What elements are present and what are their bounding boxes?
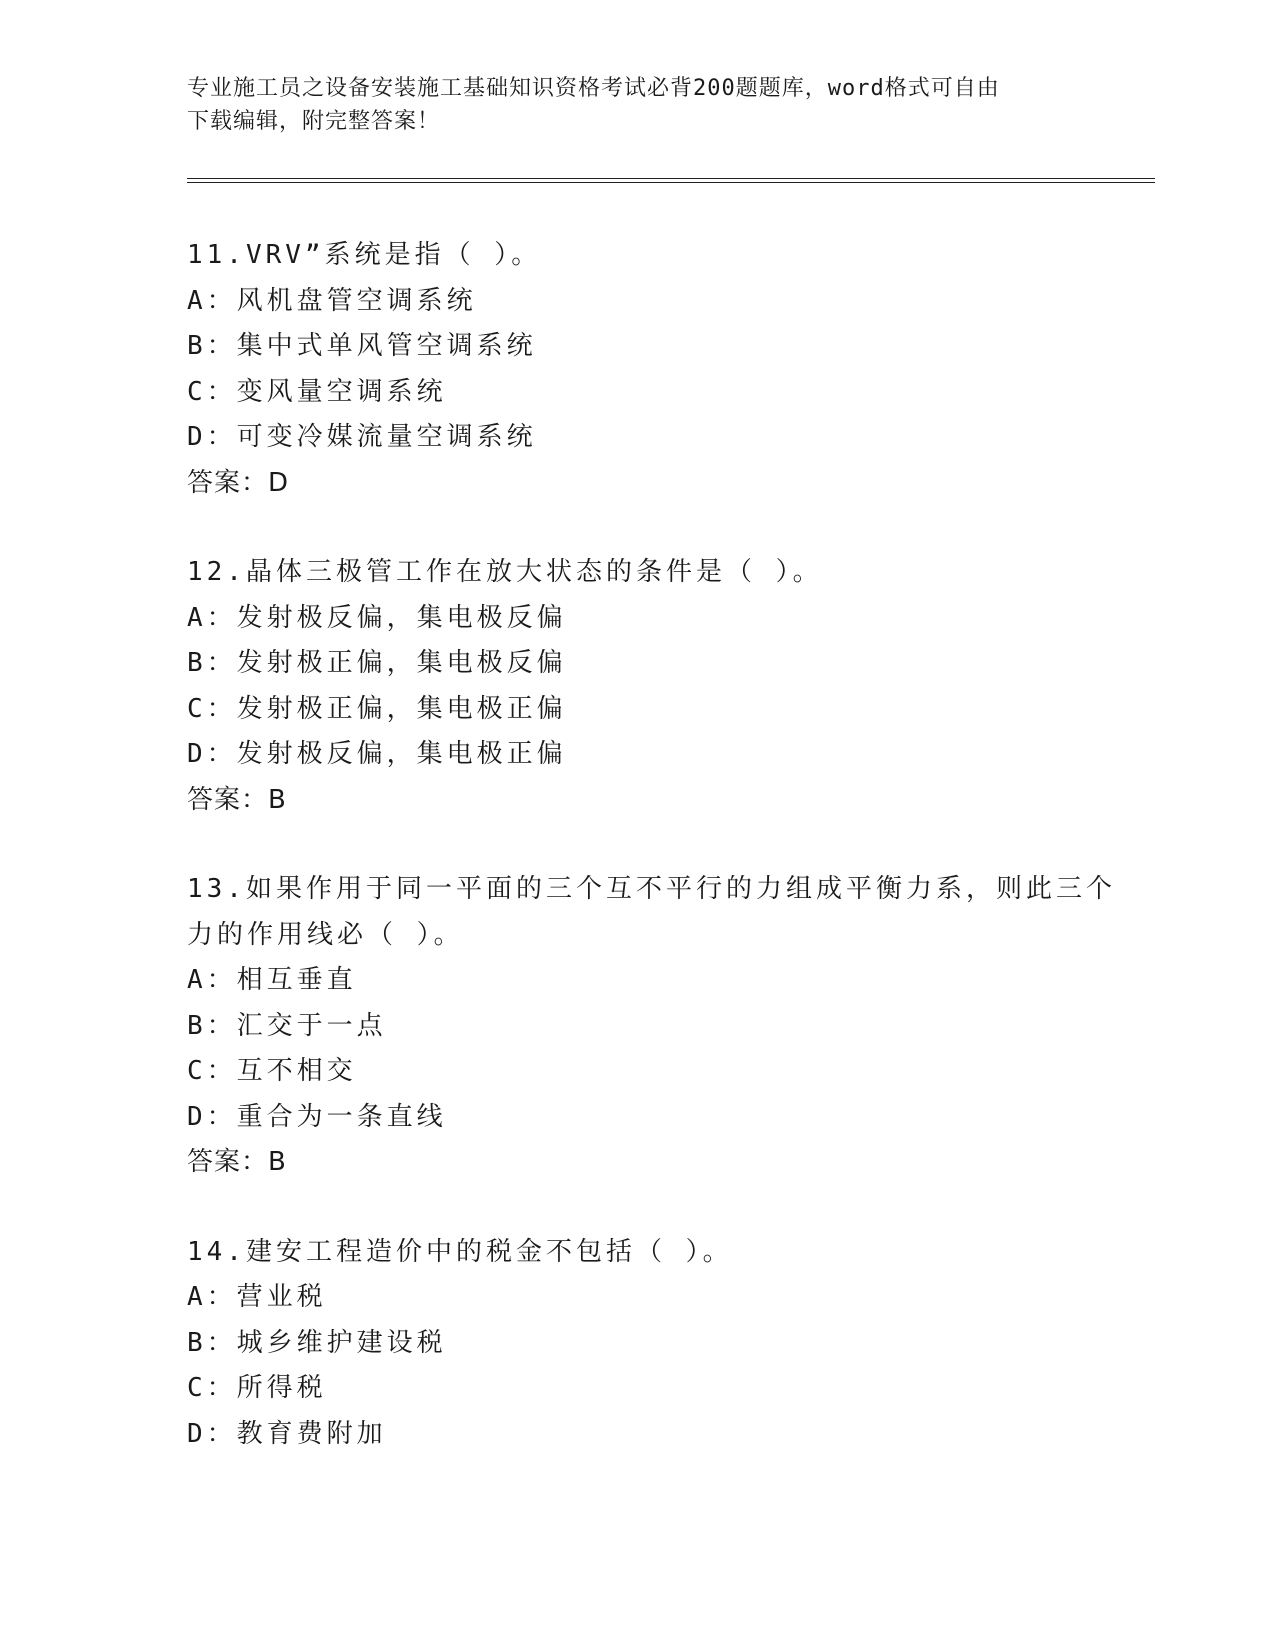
question-11 bbox=[187, 233, 1087, 506]
option-a: A：相互垂直 bbox=[187, 965, 357, 995]
header-divider-top bbox=[187, 178, 1155, 179]
question-stem: 11.VRV”系统是指（ ）。 bbox=[187, 240, 542, 270]
question-stem-continued: 力的作用线必（ ）。 bbox=[187, 919, 464, 950]
option-c: C：变风量空调系统 bbox=[187, 376, 447, 407]
option-c: C：发射极正偏，集电极正偏 bbox=[187, 693, 567, 724]
option-a: A：发射极反偏，集电极反偏 bbox=[187, 602, 567, 633]
option-a: A：营业税 bbox=[187, 1282, 327, 1312]
answer: 答案：D bbox=[187, 467, 290, 498]
question-14 bbox=[187, 1230, 1087, 1458]
option-d: D：教育费附加 bbox=[187, 1418, 387, 1449]
question-13 bbox=[187, 867, 1116, 1186]
header-divider-bottom bbox=[187, 182, 1155, 183]
header-title-line-1: 专业施工员之设备安装施工基础知识资格考试必背200题题库，word格式可自由 bbox=[187, 76, 1000, 101]
option-c: C：所得税 bbox=[187, 1373, 327, 1403]
question-12 bbox=[187, 550, 1087, 823]
option-d: D：可变冷媒流量空调系统 bbox=[187, 422, 537, 452]
option-d: D：重合为一条直线 bbox=[187, 1101, 447, 1132]
answer: 答案：B bbox=[187, 1147, 287, 1177]
option-d: D：发射极反偏，集电极正偏 bbox=[187, 739, 567, 769]
option-b: B：发射极正偏，集电极反偏 bbox=[187, 648, 567, 678]
question-list bbox=[187, 233, 1116, 1501]
header-title-line-2: 下载编辑，附完整答案！ bbox=[187, 109, 441, 134]
question-stem: 12.晶体三极管工作在放大状态的条件是（ ）。 bbox=[187, 557, 823, 587]
option-b: B：集中式单风管空调系统 bbox=[187, 331, 537, 361]
option-c: C：互不相交 bbox=[187, 1056, 357, 1086]
option-b: B：城乡维护建设税 bbox=[187, 1327, 447, 1358]
document-header bbox=[187, 72, 1087, 138]
answer: 答案：B bbox=[187, 784, 287, 815]
question-stem: 14.建安工程造价中的税金不包括（ ）。 bbox=[187, 1236, 733, 1267]
option-b: B：汇交于一点 bbox=[187, 1010, 387, 1041]
option-a: A：风机盘管空调系统 bbox=[187, 285, 477, 316]
question-stem: 13.如果作用于同一平面的三个互不平行的力组成平衡力系，则此三个 bbox=[187, 874, 1116, 904]
